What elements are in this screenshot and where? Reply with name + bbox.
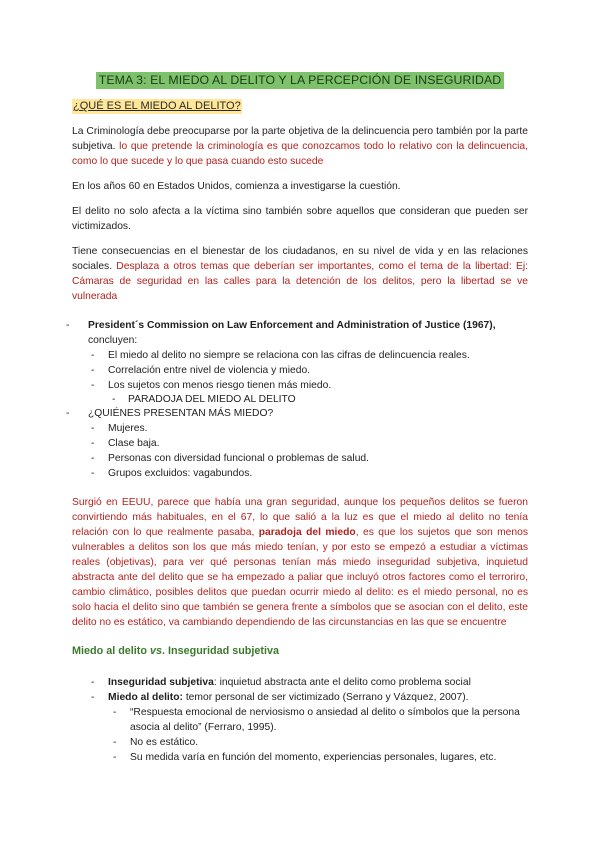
list-item bbox=[72, 363, 528, 378]
list-item-text: Mujeres. bbox=[108, 423, 148, 434]
term-label: Inseguridad subjetiva bbox=[108, 677, 214, 688]
note-text: Desplaza a otros temas que deberían ser importantes, como el tema de la libertad: Ej: Cámaras de seguridad en las calles para la detención de los delitos, pero la libertad se ve vulnerada bbox=[72, 261, 528, 302]
bullet-dash: - bbox=[91, 677, 95, 688]
list-item bbox=[72, 436, 528, 451]
bullet-dash: - bbox=[113, 737, 117, 748]
list-item-text: Los sujetos con menos riesgo tienen más miedo. bbox=[108, 380, 332, 391]
list-item bbox=[72, 690, 528, 705]
term-label: Miedo al delito: bbox=[108, 692, 183, 703]
list-item bbox=[72, 675, 528, 690]
note-text: , es que los sujetos que son menos vulnerables a delitos son los que más miedo tenían, y por esto se empezó a estudiar a víctimas reales (objetivas), para ver qué personas tenían más miedo inseguridad subjetiva, inquietud abstracta ante del delito que se ha empezado a paliar que incluyó otros factores como el terroriro, cambio climático, posibles delitos que puedan ocurrir miedo al delito: es el miedo personal, no es solo hacia el delito sino que también se genera frente a símbolos que se asocian con el delito, este delito no es estático, va cambiando dependiendo de las circunstancias en las que se encuentre bbox=[72, 527, 529, 628]
bullet-dash: - bbox=[91, 438, 95, 449]
list-item-text: El miedo al delito no siempre se relaciona con las cifras de delincuencia reales. bbox=[108, 350, 470, 361]
bullet-dash: - bbox=[91, 380, 95, 391]
list-item-text: Su medida varía en función del momento, experiencias personales, lugares, etc. bbox=[130, 752, 497, 763]
bullet-dash: - bbox=[66, 408, 70, 419]
term-definition: : inquietud abstracta ante el delito como problema social bbox=[213, 677, 471, 688]
heading-vs: vs bbox=[149, 645, 162, 657]
list-item-text: Clase baja. bbox=[108, 438, 160, 449]
list-item-text: No es estático. bbox=[130, 737, 199, 748]
list-item bbox=[72, 421, 528, 436]
bullet-dash: - bbox=[91, 365, 95, 376]
list-item-text: Grupos excluidos: vagabundos. bbox=[108, 468, 253, 479]
paragraph-text: Tiene consecuencias en el bienestar de los ciudadanos, en su nivel de vida y en las relaciones sociales. bbox=[72, 246, 528, 272]
note-text: lo que pretende la criminología es que conozcamos todo lo relativo con la delincuencia, como lo que sucede y lo que pasa cuando esto sucede bbox=[72, 141, 528, 167]
section-heading bbox=[72, 644, 528, 659]
list-item bbox=[72, 735, 528, 750]
bullet-dash: - bbox=[91, 692, 95, 703]
question-heading: ¿QUÉ ES EL MIEDO AL DELITO? bbox=[73, 100, 241, 112]
list-item bbox=[72, 705, 528, 735]
commission-conclude: concluyen: bbox=[88, 335, 138, 346]
list-item-text: Personas con diversidad funcional o problemas de salud. bbox=[108, 453, 370, 464]
note-text: Surgió en EEUU, parece que había una gran seguridad, aunque los pequeños delitos se fueron convirtiendo más habituales, en el 67, lo que salió a la luz es que el miedo al delito no tenía relación con lo que realmente pasaba, bbox=[72, 497, 528, 538]
list-item bbox=[72, 466, 528, 481]
commission-list bbox=[66, 318, 528, 481]
bullet-dash: - bbox=[112, 394, 116, 405]
list-item bbox=[72, 750, 528, 765]
list-item bbox=[72, 393, 528, 406]
list-item bbox=[66, 406, 528, 421]
paragraph-text: La Criminología debe preocuparse por la parte objetiva de la delincuencia pero también por la parte subjetiva. bbox=[72, 126, 528, 152]
bullet-dash: - bbox=[91, 453, 95, 464]
title-block bbox=[72, 72, 528, 89]
paradox-emphasis: paradoja del miedo bbox=[254, 527, 356, 538]
list-item bbox=[72, 348, 528, 363]
bullet-dash: - bbox=[113, 752, 117, 763]
paragraph-victim: El delito no solo afecta a la víctima sino también sobre aquellos que consideran que pueden ser victimizados. bbox=[72, 206, 528, 232]
paragraph-criminology bbox=[72, 124, 528, 169]
list-item bbox=[72, 378, 528, 393]
bullet-dash: - bbox=[91, 423, 95, 434]
list-item bbox=[72, 451, 528, 466]
bullet-dash: - bbox=[91, 468, 95, 479]
bullet-dash: - bbox=[113, 707, 117, 718]
paragraph-eeuu bbox=[72, 495, 528, 630]
commission-title: President´s Commission on Law Enforcement and Administration of Justice (1967), bbox=[88, 320, 496, 331]
list-item-text: “Respuesta emocional de nerviosismo o ansiedad al delito o símbolos que la persona asocia al delito” (Ferraro, 1995). bbox=[130, 707, 520, 733]
who-question: ¿QUIÉNES PRESENTAN MÁS MIEDO? bbox=[88, 408, 274, 419]
term-definition: temor personal de ser victimizado (Serrano y Vázquez, 2007). bbox=[182, 692, 469, 703]
paragraph-sixties: En los años 60 en Estados Unidos, comienza a investigarse la cuestión. bbox=[72, 181, 401, 192]
bullet-dash: - bbox=[91, 350, 95, 361]
definitions-list bbox=[72, 675, 528, 765]
heading-part: Miedo al delito bbox=[72, 645, 150, 657]
page-title: TEMA 3: EL MIEDO AL DELITO Y LA PERCEPCIÓN DE INSEGURIDAD bbox=[96, 72, 505, 89]
document-page bbox=[66, 72, 529, 765]
list-item bbox=[66, 318, 528, 348]
bullet-dash: - bbox=[66, 320, 70, 331]
list-item-text: Correlación entre nivel de violencia y miedo. bbox=[108, 365, 311, 376]
heading-part: . Inseguridad subjetiva bbox=[162, 645, 279, 657]
paragraph-consequences bbox=[72, 244, 528, 304]
paradox-label: PARADOJA DEL MIEDO AL DELITO bbox=[128, 394, 296, 405]
